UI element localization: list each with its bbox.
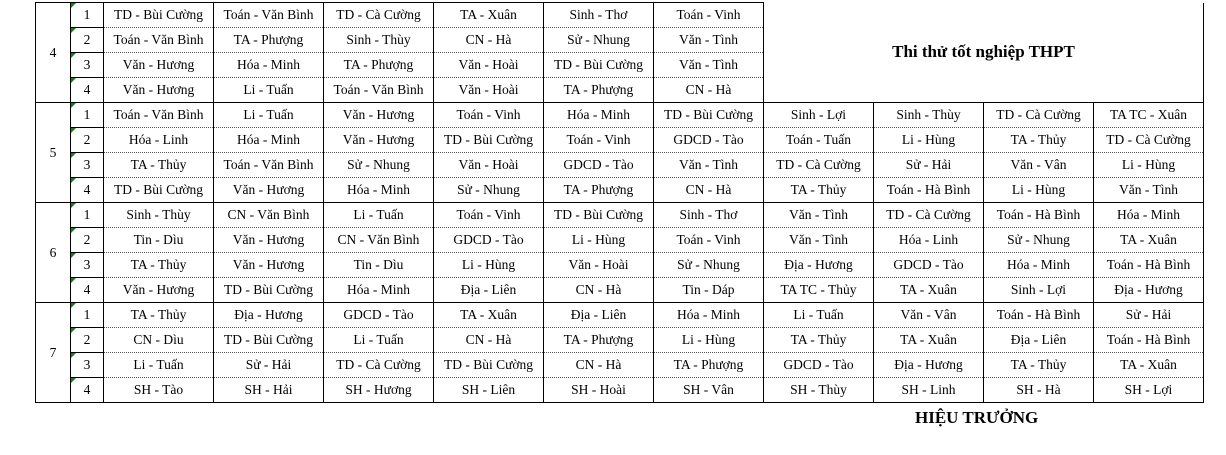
period-number-text: 1	[83, 107, 91, 122]
class-cell: Văn - Tình	[654, 153, 764, 178]
class-cell: Văn - Hương	[214, 228, 324, 253]
period-number	[71, 3, 104, 28]
cell-note-marker	[71, 278, 76, 283]
cell-note-marker	[71, 228, 76, 233]
class-cell: TD - Cà Cường	[984, 103, 1094, 128]
class-cell: Toán - Tuấn	[764, 128, 874, 153]
class-cell: Hóa - Minh	[214, 53, 324, 78]
cell-note-marker	[71, 78, 76, 83]
class-cell: CN - Văn Bình	[214, 203, 324, 228]
class-cell: TA - Xuân	[434, 3, 544, 28]
cell-note-marker	[71, 253, 76, 258]
class-cell: Sinh - Thùy	[324, 28, 434, 53]
class-cell: Toán - Vinh	[544, 128, 654, 153]
class-cell: GDCD - Tào	[654, 128, 764, 153]
class-cell: TA - Phượng	[544, 178, 654, 203]
class-cell: SH - Lợi	[1094, 378, 1204, 403]
class-cell: Sử - Hải	[214, 353, 324, 378]
class-cell: Li - Tuấn	[214, 103, 324, 128]
class-cell: TA - Phượng	[544, 328, 654, 353]
class-cell: Toán - Hà Bình	[1094, 328, 1204, 353]
timetable	[35, 2, 1204, 403]
class-cell: TA - Xuân	[1094, 228, 1204, 253]
timetable-row	[36, 103, 1204, 128]
class-cell: Li - Tuấn	[214, 78, 324, 103]
class-cell: TA TC - Xuân	[1094, 103, 1204, 128]
class-cell: Hóa - Minh	[324, 278, 434, 303]
period-number	[71, 53, 104, 78]
class-cell: CN - Dìu	[104, 328, 214, 353]
cell-note-marker	[71, 178, 76, 183]
class-cell: TA - Thủy	[764, 178, 874, 203]
timetable-row	[36, 353, 1204, 378]
cell-note-marker	[71, 378, 76, 383]
class-cell: Toán - Vinh	[654, 3, 764, 28]
class-cell: TD - Cà Cường	[324, 353, 434, 378]
class-cell: TA - Thủy	[104, 303, 214, 328]
timetable-row	[36, 278, 1204, 303]
class-cell: SH - Hoài	[544, 378, 654, 403]
timetable-row	[36, 328, 1204, 353]
class-cell: Địa - Hương	[764, 253, 874, 278]
class-cell: Hóa - Minh	[544, 103, 654, 128]
timetable-row	[36, 3, 1204, 28]
class-cell: Sinh - Lợi	[984, 278, 1094, 303]
period-number-text: 1	[83, 7, 91, 22]
period-number	[71, 278, 104, 303]
class-cell: GDCD - Tào	[544, 153, 654, 178]
class-cell: Hóa - Minh	[984, 253, 1094, 278]
class-cell: Toán - Vinh	[434, 103, 544, 128]
class-cell: TD - Bùi Cường	[544, 53, 654, 78]
class-cell: CN - Hà	[544, 278, 654, 303]
period-number-text: 1	[83, 207, 91, 222]
class-cell: TA - Thủy	[764, 328, 874, 353]
class-cell: Sinh - Thùy	[874, 103, 984, 128]
period-number-text: 2	[83, 132, 91, 147]
class-cell: Toán - Hà Bình	[1094, 253, 1204, 278]
class-cell: TD - Cà Cường	[874, 203, 984, 228]
cell-note-marker	[71, 303, 76, 308]
period-number	[71, 103, 104, 128]
period-number	[71, 78, 104, 103]
cell-note-marker	[71, 53, 76, 58]
class-cell: CN - Hà	[654, 178, 764, 203]
class-cell: Sử - Hải	[874, 153, 984, 178]
class-cell: TD - Bùi Cường	[104, 3, 214, 28]
period-number	[71, 128, 104, 153]
class-cell: Sử - Nhung	[434, 178, 544, 203]
class-cell: Toán - Hà Bình	[984, 203, 1094, 228]
period-number	[71, 253, 104, 278]
class-cell: Sinh - Thùy	[104, 203, 214, 228]
timetable-row	[36, 303, 1204, 328]
cell-note-marker	[71, 28, 76, 33]
class-cell: SH - Liên	[434, 378, 544, 403]
class-cell: Văn - Tình	[1094, 178, 1204, 203]
class-cell: Văn - Hương	[214, 178, 324, 203]
class-cell: Li - Tuấn	[324, 328, 434, 353]
period-number-text: 4	[83, 282, 91, 297]
class-cell: Toán - Vinh	[434, 203, 544, 228]
class-cell: TD - Bùi Cường	[214, 278, 324, 303]
period-number-text: 3	[83, 357, 91, 372]
class-cell: Li - Hùng	[654, 328, 764, 353]
class-cell: Hóa - Minh	[1094, 203, 1204, 228]
class-cell: Văn - Hương	[104, 53, 214, 78]
class-cell: Sinh - Lợi	[764, 103, 874, 128]
class-cell: SH - Hương	[324, 378, 434, 403]
timetable-row	[36, 153, 1204, 178]
class-cell: CN - Hà	[544, 353, 654, 378]
period-number	[71, 153, 104, 178]
class-cell: Toán - Hà Bình	[874, 178, 984, 203]
class-cell: Li - Hùng	[434, 253, 544, 278]
class-cell: Toán - Vinh	[654, 228, 764, 253]
class-cell: Địa - Hương	[214, 303, 324, 328]
class-cell: CN - Văn Bình	[324, 228, 434, 253]
class-cell: Tin - Dáp	[654, 278, 764, 303]
class-cell: Địa - Liên	[544, 303, 654, 328]
class-cell: Địa - Hương	[1094, 278, 1204, 303]
class-cell: Văn - Vân	[984, 153, 1094, 178]
timetable-row	[36, 203, 1204, 228]
class-cell: Li - Hùng	[984, 178, 1094, 203]
class-cell: Văn - Hương	[104, 278, 214, 303]
class-cell: TA - Phượng	[214, 28, 324, 53]
exam-notice: Thi thử tốt nghiệp THPT	[764, 3, 1204, 103]
class-cell: Văn - Hoài	[544, 253, 654, 278]
class-cell: Văn - Hương	[104, 78, 214, 103]
class-cell: Toán - Văn Bình	[214, 3, 324, 28]
class-cell: Văn - Tình	[764, 203, 874, 228]
class-cell: TA - Phượng	[544, 78, 654, 103]
class-cell: Văn - Hoài	[434, 53, 544, 78]
class-cell: SH - Thùy	[764, 378, 874, 403]
period-number	[71, 28, 104, 53]
class-cell: Văn - Hương	[324, 103, 434, 128]
class-cell: CN - Hà	[654, 78, 764, 103]
period-number-text: 2	[83, 332, 91, 347]
class-cell: CN - Hà	[434, 328, 544, 353]
class-cell: Văn - Tình	[764, 228, 874, 253]
period-number-text: 3	[83, 257, 91, 272]
class-cell: TA - Xuân	[1094, 353, 1204, 378]
class-cell: Li - Tuấn	[104, 353, 214, 378]
class-cell: GDCD - Tào	[324, 303, 434, 328]
cell-note-marker	[71, 353, 76, 358]
class-cell: TA - Thủy	[104, 153, 214, 178]
class-cell: Li - Tuấn	[324, 203, 434, 228]
class-cell: TA - Thủy	[104, 253, 214, 278]
period-number	[71, 228, 104, 253]
class-cell: TA - Phượng	[324, 53, 434, 78]
period-number-text: 4	[83, 82, 91, 97]
day-label: 7	[36, 303, 71, 403]
class-cell: TD - Bùi Cường	[214, 328, 324, 353]
class-cell: Văn - Hương	[324, 128, 434, 153]
class-cell: Sử - Nhung	[544, 28, 654, 53]
class-cell: TA - Phượng	[654, 353, 764, 378]
period-number	[71, 303, 104, 328]
class-cell: Toán - Văn Bình	[324, 78, 434, 103]
class-cell: TD - Cà Cường	[764, 153, 874, 178]
class-cell: Li - Hùng	[544, 228, 654, 253]
period-number-text: 4	[83, 182, 91, 197]
period-number	[71, 178, 104, 203]
class-cell: TA - Xuân	[434, 303, 544, 328]
period-number-text: 1	[83, 307, 91, 322]
class-cell: SH - Hà	[984, 378, 1094, 403]
cell-note-marker	[71, 128, 76, 133]
class-cell: GDCD - Tào	[874, 253, 984, 278]
timetable-row	[36, 128, 1204, 153]
class-cell: Li - Hùng	[874, 128, 984, 153]
principal-signature-label: HIỆU TRƯỞNG	[915, 408, 1039, 427]
class-cell: TA - Xuân	[874, 278, 984, 303]
class-cell: TD - Bùi Cường	[654, 103, 764, 128]
period-number-text: 3	[83, 157, 91, 172]
timetable-row	[36, 253, 1204, 278]
period-number-text: 2	[83, 32, 91, 47]
class-cell: TD - Cà Cường	[1094, 128, 1204, 153]
period-number	[71, 353, 104, 378]
cell-note-marker	[71, 328, 76, 333]
class-cell: Hóa - Linh	[104, 128, 214, 153]
class-cell: Hóa - Minh	[214, 128, 324, 153]
class-cell: Toán - Văn Bình	[104, 103, 214, 128]
class-cell: TA - Thủy	[984, 128, 1094, 153]
cell-note-marker	[71, 153, 76, 158]
class-cell: Sinh - Thơ	[654, 203, 764, 228]
class-cell: Sinh - Thơ	[544, 3, 654, 28]
class-cell: Tin - Dìu	[324, 253, 434, 278]
period-number-text: 4	[83, 382, 91, 397]
class-cell: TD - Bùi Cường	[434, 353, 544, 378]
period-number	[71, 328, 104, 353]
class-cell: Toán - Văn Bình	[104, 28, 214, 53]
class-cell: GDCD - Tào	[764, 353, 874, 378]
class-cell: TD - Bùi Cường	[104, 178, 214, 203]
day-label: 4	[36, 3, 71, 103]
class-cell: Văn - Tình	[654, 28, 764, 53]
class-cell: CN - Hà	[434, 28, 544, 53]
class-cell: TD - Bùi Cường	[434, 128, 544, 153]
day-label: 5	[36, 103, 71, 203]
class-cell: SH - Hải	[214, 378, 324, 403]
class-cell: Địa - Liên	[434, 278, 544, 303]
class-cell: Toán - Hà Bình	[984, 303, 1094, 328]
timetable-row	[36, 228, 1204, 253]
class-cell: Văn - Tình	[654, 53, 764, 78]
period-number	[71, 203, 104, 228]
class-cell: Văn - Hương	[214, 253, 324, 278]
class-cell: Sử - Hải	[1094, 303, 1204, 328]
class-cell: Văn - Hoài	[434, 153, 544, 178]
class-cell: Hóa - Linh	[874, 228, 984, 253]
period-number-text: 2	[83, 232, 91, 247]
timetable-row	[36, 178, 1204, 203]
class-cell: Văn - Vân	[874, 303, 984, 328]
class-cell: Toán - Văn Bình	[214, 153, 324, 178]
cell-note-marker	[71, 3, 76, 8]
class-cell: Sử - Nhung	[984, 228, 1094, 253]
class-cell: TD - Cà Cường	[324, 3, 434, 28]
class-cell: TA - Thủy	[984, 353, 1094, 378]
cell-note-marker	[71, 203, 76, 208]
class-cell: Địa - Hương	[874, 353, 984, 378]
class-cell: Hóa - Minh	[324, 178, 434, 203]
period-number-text: 3	[83, 57, 91, 72]
class-cell: SH - Linh	[874, 378, 984, 403]
class-cell: GDCD - Tào	[434, 228, 544, 253]
period-number	[71, 378, 104, 403]
class-cell: TD - Bùi Cường	[544, 203, 654, 228]
class-cell: Li - Hùng	[1094, 153, 1204, 178]
class-cell: Địa - Liên	[984, 328, 1094, 353]
timetable-row	[36, 378, 1204, 403]
cell-note-marker	[71, 103, 76, 108]
class-cell: TA - Xuân	[874, 328, 984, 353]
class-cell: Li - Tuấn	[764, 303, 874, 328]
class-cell: TA TC - Thủy	[764, 278, 874, 303]
class-cell: Văn - Hoài	[434, 78, 544, 103]
class-cell: Tin - Dìu	[104, 228, 214, 253]
class-cell: Hóa - Minh	[654, 303, 764, 328]
class-cell: Sử - Nhung	[324, 153, 434, 178]
class-cell: Sử - Nhung	[654, 253, 764, 278]
day-label: 6	[36, 203, 71, 303]
class-cell: SH - Tào	[104, 378, 214, 403]
class-cell: SH - Vân	[654, 378, 764, 403]
